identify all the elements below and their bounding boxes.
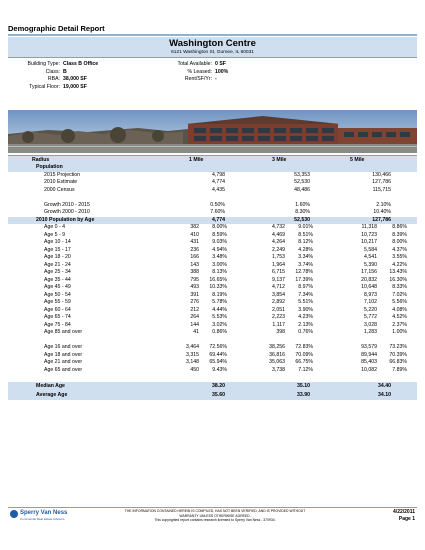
count-5-mile: 10,082	[361, 366, 377, 373]
age-group-row	[8, 359, 417, 367]
value-5-mile: 127,786	[372, 216, 391, 223]
count-1-mile: 493	[190, 284, 199, 290]
median-age-row	[8, 382, 417, 391]
percent-3-mile: 8.97%	[298, 284, 313, 290]
row-label: Age 18 and over	[44, 351, 83, 358]
spacer	[8, 374, 417, 382]
count-1-mile: 264	[190, 314, 199, 320]
value-1-mile: 38.20	[212, 382, 225, 389]
count-1-mile: 382	[190, 224, 199, 230]
disclaimer-line: WARRANTY UNLESS OTHERWISE AGREED.	[179, 513, 251, 518]
count-5-mile: 7,102	[364, 299, 377, 305]
disclaimer	[95, 509, 335, 523]
spacer	[8, 194, 417, 202]
percent-1-mile: 9.03%	[212, 239, 227, 245]
row-label: Growth 2000 - 2010	[44, 209, 90, 215]
info-label: Total Available:	[177, 61, 212, 67]
footer-divider	[8, 507, 417, 508]
count-5-mile: 5,220	[364, 306, 377, 313]
percent-5-mile: 7.02%	[392, 291, 407, 298]
building-info-left	[8, 61, 98, 91]
value-5-mile: 130,466	[372, 171, 391, 178]
row-label: Age 45 - 49	[44, 284, 71, 290]
row-label: Average Age	[36, 391, 68, 398]
age-row	[8, 262, 417, 270]
count-1-mile: 143	[190, 261, 199, 268]
page-number: Page 1	[398, 516, 415, 522]
report-title: Demographic Detail Report	[8, 24, 105, 33]
count-1-mile: 795	[190, 276, 199, 283]
percent-1-mile: 5.78%	[212, 299, 227, 305]
percent-1-mile: 16.65%	[209, 276, 227, 283]
count-5-mile: 85,403	[361, 359, 377, 365]
percent-1-mile: 69.44%	[209, 351, 227, 358]
percent-5-mile: 16.30%	[389, 276, 407, 283]
percent-1-mile: 0.86%	[212, 329, 227, 335]
row-label: Age 5 - 9	[44, 231, 66, 238]
disclaimer-line: This copyrighted report contains research licensed to Sperry Van Ness - 370934.	[154, 518, 276, 523]
row-label: Age 21 and over	[44, 359, 83, 365]
count-3-mile: 1,964	[272, 261, 285, 268]
percent-1-mile: 3.48%	[212, 254, 227, 260]
value-1-mile: 4,798	[212, 171, 225, 178]
age-row	[8, 239, 417, 247]
percent-5-mile: 7.89%	[392, 366, 407, 373]
logo-mark-icon	[10, 510, 18, 518]
percent-1-mile: 8.13%	[212, 269, 227, 275]
info-row	[8, 61, 98, 69]
row-label: Age 75 - 84	[44, 321, 71, 328]
count-3-mile: 398	[276, 329, 285, 335]
row-label: Age 85 and over	[44, 329, 83, 335]
row-label: 2000 Census	[44, 186, 75, 193]
age-row	[8, 247, 417, 255]
info-row	[8, 76, 98, 84]
population-row	[8, 187, 417, 195]
percent-3-mile: 12.78%	[295, 269, 313, 275]
row-label: Age 16 and over	[44, 344, 83, 350]
age-group-row	[8, 352, 417, 360]
percent-5-mile: 4.52%	[392, 314, 407, 320]
percent-1-mile: 9.43%	[212, 366, 227, 373]
value-1-mile: 4,435	[212, 186, 225, 193]
value-5-mile: 115,715	[372, 186, 391, 193]
count-5-mile: 8,973	[364, 291, 377, 298]
info-row	[8, 69, 98, 77]
count-1-mile: 166	[190, 254, 199, 260]
percent-1-mile: 72.56%	[209, 344, 227, 350]
info-label: % Leased:	[187, 68, 212, 75]
age-row	[8, 322, 417, 330]
row-label: 2015 Projection	[44, 171, 81, 178]
percent-3-mile: 72.83%	[295, 344, 313, 350]
row-label: Median Age	[36, 382, 65, 389]
percent-1-mile: 65.94%	[209, 359, 227, 365]
table-header-row	[8, 155, 417, 164]
section-label: Population	[36, 164, 63, 170]
info-row	[160, 69, 228, 77]
count-5-mile: 10,648	[361, 284, 377, 290]
count-3-mile: 4,712	[272, 284, 285, 290]
value-3-mile: 1.60%	[295, 201, 310, 208]
row-label: Age 60 - 64	[44, 306, 71, 313]
count-5-mile: 5,390	[364, 261, 377, 268]
percent-5-mile: 13.43%	[389, 269, 407, 275]
building-photo	[8, 110, 417, 153]
age-row	[8, 284, 417, 292]
percent-3-mile: 7.34%	[298, 291, 313, 298]
value-1-mile: 4,774	[212, 179, 225, 185]
age-row	[8, 232, 417, 240]
population-row	[8, 179, 417, 187]
info-label: Building Type:	[27, 61, 60, 67]
info-value: 38,000 SF	[63, 76, 87, 82]
age-row	[8, 329, 417, 337]
row-label: Age 21 - 24	[44, 261, 71, 268]
age-group-row	[8, 344, 417, 352]
info-value: -	[215, 76, 217, 82]
percent-3-mile: 17.39%	[295, 276, 313, 283]
percent-5-mile: 4.37%	[392, 246, 407, 253]
count-1-mile: 236	[190, 246, 199, 253]
count-5-mile: 10,217	[361, 239, 377, 245]
count-1-mile: 431	[190, 239, 199, 245]
count-1-mile: 388	[190, 269, 199, 275]
count-1-mile: 144	[190, 321, 199, 328]
count-3-mile: 4,264	[272, 239, 285, 245]
percent-1-mile: 3.02%	[212, 321, 227, 328]
age-row	[8, 307, 417, 315]
info-row	[160, 76, 228, 84]
percent-1-mile: 10.33%	[209, 284, 227, 290]
value-1-mile: 35.60	[212, 391, 225, 398]
percent-5-mile: 2.37%	[392, 321, 407, 328]
percent-5-mile: 1.00%	[392, 329, 407, 335]
age-row	[8, 224, 417, 232]
info-label: RBA:	[47, 76, 60, 82]
percent-5-mile: 70.39%	[389, 351, 407, 358]
count-1-mile: 391	[190, 291, 199, 298]
logo-name: Sperry Van Ness	[20, 510, 68, 516]
count-3-mile: 36,816	[269, 351, 285, 358]
growth-row	[8, 209, 417, 217]
count-1-mile: 3,464	[186, 344, 199, 350]
percent-1-mile: 8.19%	[212, 291, 227, 298]
percent-3-mile: 4.23%	[298, 314, 313, 320]
value-5-mile: 34.10	[378, 391, 391, 398]
percent-1-mile: 5.53%	[212, 314, 227, 320]
value-5-mile: 127,786	[372, 179, 391, 185]
row-label: Age 25 - 34	[44, 269, 71, 275]
value-3-mile: 35.10	[297, 382, 310, 389]
value-5-mile: 2.10%	[376, 201, 391, 208]
report-date: 4/22/2011	[393, 509, 415, 515]
population-row	[8, 172, 417, 180]
row-label: Age 50 - 54	[44, 291, 71, 298]
value-1-mile: 4,774	[212, 216, 225, 223]
percent-5-mile: 8.33%	[392, 284, 407, 290]
disclaimer-line: THE INFORMATION CONTAINED HEREIN IS COMPILED, HAS NOT BEEN VERIFIED, AND IS PROVIDED WITHOUT	[124, 509, 306, 513]
count-3-mile: 2,249	[272, 246, 285, 253]
percent-5-mile: 3.55%	[392, 254, 407, 260]
age-row	[8, 254, 417, 262]
count-1-mile: 3,148	[186, 359, 199, 365]
building-address: 6121 Washington St, Gurnee, IL 60031	[171, 50, 254, 55]
age-rows	[8, 224, 417, 337]
info-value: Class B Office	[63, 61, 99, 67]
value-5-mile: 10.40%	[373, 209, 391, 215]
percent-5-mile: 8.00%	[392, 239, 407, 245]
row-label: Age 15 - 17	[44, 246, 71, 253]
percent-3-mile: 9.01%	[298, 224, 313, 230]
age-row	[8, 314, 417, 322]
age-row	[8, 277, 417, 285]
value-3-mile: 8.30%	[295, 209, 310, 215]
count-1-mile: 3,315	[186, 351, 199, 358]
value-3-mile: 52,530	[294, 216, 310, 223]
spacer	[8, 337, 417, 345]
count-3-mile: 1,753	[272, 254, 285, 260]
percent-5-mile: 4.08%	[392, 306, 407, 313]
row-label: Age 10 - 14	[44, 239, 71, 245]
age-row	[8, 269, 417, 277]
count-3-mile: 6,715	[272, 269, 285, 275]
percent-1-mile: 4.44%	[212, 306, 227, 313]
row-label: Age 55 - 59	[44, 299, 71, 305]
info-value: B	[63, 68, 67, 75]
count-5-mile: 93,579	[361, 344, 377, 350]
percent-5-mile: 73.23%	[389, 344, 407, 350]
percent-5-mile: 8.39%	[392, 231, 407, 238]
percent-3-mile: 8.12%	[298, 239, 313, 245]
growth-rows	[8, 202, 417, 217]
population-by-age-row	[8, 217, 417, 225]
count-5-mile: 1,283	[364, 329, 377, 335]
percent-1-mile: 3.00%	[212, 261, 227, 268]
percent-3-mile: 66.75%	[295, 359, 313, 365]
average-age-row	[8, 391, 417, 400]
count-5-mile: 10,723	[361, 231, 377, 238]
age-group-row	[8, 367, 417, 375]
percent-3-mile: 3.34%	[298, 254, 313, 260]
building-header	[8, 37, 417, 58]
count-5-mile: 17,156	[361, 269, 377, 275]
row-label: Age 0 - 4	[44, 224, 66, 230]
info-value: 19,000 SF	[63, 83, 87, 90]
percent-1-mile: 8.00%	[212, 224, 227, 230]
population-rows	[8, 172, 417, 195]
percent-5-mile: 66.83%	[389, 359, 407, 365]
age-row	[8, 292, 417, 300]
count-3-mile: 9,137	[272, 276, 285, 283]
growth-row	[8, 202, 417, 210]
section-label: 2010 Population by Age	[36, 216, 95, 223]
demographic-table	[8, 155, 417, 400]
count-5-mile: 20,832	[361, 276, 377, 283]
row-label: Age 18 - 20	[44, 254, 71, 260]
percent-3-mile: 3.90%	[298, 306, 313, 313]
count-1-mile: 450	[190, 366, 199, 373]
count-3-mile: 3,738	[272, 366, 285, 373]
value-1-mile: 7.60%	[210, 209, 225, 215]
report-date-page	[393, 509, 415, 523]
value-5-mile: 34.40	[378, 382, 391, 389]
info-label: Class:	[45, 68, 60, 75]
building-name: Washington Centre	[169, 38, 256, 49]
info-row	[8, 84, 98, 92]
count-1-mile: 212	[190, 306, 199, 313]
count-3-mile: 2,892	[272, 299, 285, 305]
row-label: Age 65 and over	[44, 366, 83, 373]
percent-5-mile: 5.56%	[392, 299, 407, 305]
row-label: Age 35 - 44	[44, 276, 71, 283]
percent-3-mile: 70.09%	[295, 351, 313, 358]
title-divider	[8, 34, 417, 36]
percent-3-mile: 7.12%	[298, 366, 313, 373]
count-3-mile: 35,063	[269, 359, 285, 365]
count-1-mile: 41	[193, 329, 199, 335]
info-value: 0 SF	[215, 61, 226, 67]
count-5-mile: 3,028	[364, 321, 377, 328]
radius-header: Radius	[32, 157, 50, 163]
count-5-mile: 11,318	[361, 224, 377, 230]
value-3-mile: 33.90	[297, 391, 310, 398]
count-3-mile: 1,117	[272, 321, 285, 328]
count-1-mile: 410	[190, 231, 199, 238]
value-3-mile: 53,353	[294, 171, 310, 178]
info-row	[160, 61, 228, 69]
row-label: Age 65 - 74	[44, 314, 71, 320]
info-value: 100%	[215, 68, 229, 75]
row-label: Growth 2010 - 2015	[44, 201, 90, 208]
count-3-mile: 4,469	[272, 231, 285, 238]
count-3-mile: 4,732	[272, 224, 285, 230]
count-5-mile: 89,944	[361, 351, 377, 358]
population-section-row	[8, 164, 417, 172]
value-3-mile: 52,530	[294, 179, 310, 185]
percent-3-mile: 3.74%	[298, 261, 313, 268]
percent-3-mile: 4.28%	[298, 246, 313, 253]
value-1-mile: 0.50%	[210, 201, 225, 208]
info-label: Rent/SF/Yr:	[184, 76, 212, 82]
count-3-mile: 3,854	[272, 291, 285, 298]
percent-3-mile: 5.51%	[298, 299, 313, 305]
building-info-right	[160, 61, 228, 84]
percent-3-mile: 8.51%	[298, 231, 313, 238]
value-3-mile: 48,486	[294, 186, 310, 193]
count-1-mile: 276	[190, 299, 199, 305]
percent-3-mile: 0.76%	[298, 329, 313, 335]
count-5-mile: 5,584	[364, 246, 377, 253]
col-3-mile-header: 3 Mile	[272, 157, 287, 163]
count-3-mile: 2,223	[272, 314, 285, 320]
col-5-mile-header: 5 Mile	[350, 157, 365, 163]
count-3-mile: 38,256	[269, 344, 285, 350]
logo-tagline: Commercial Real Estate Advisors	[20, 517, 65, 521]
percent-1-mile: 8.59%	[212, 231, 227, 238]
percent-1-mile: 4.94%	[212, 246, 227, 253]
count-5-mile: 5,772	[364, 314, 377, 320]
count-3-mile: 2,051	[272, 306, 285, 313]
percent-3-mile: 2.13%	[298, 321, 313, 328]
count-5-mile: 4,541	[364, 254, 377, 260]
age-group-rows	[8, 344, 417, 374]
row-label: 2010 Estimate	[44, 179, 78, 185]
percent-5-mile: 8.86%	[392, 224, 407, 230]
info-label: Typical Floor:	[29, 83, 60, 90]
percent-5-mile: 4.22%	[392, 261, 407, 268]
age-row	[8, 299, 417, 307]
col-1-mile-header: 1 Mile	[189, 157, 204, 163]
